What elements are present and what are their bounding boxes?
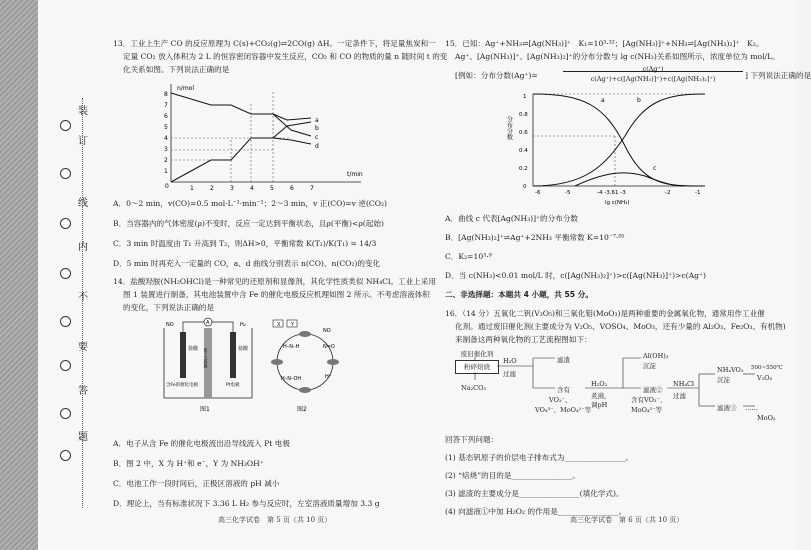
flow-filter1: 过滤 <box>503 370 516 378</box>
figure2-caption: 图2 <box>297 406 307 413</box>
flow-adjph: 调pH <box>591 401 608 409</box>
q16-flowchart <box>455 348 783 428</box>
seal-line <box>60 98 100 508</box>
y-tick: 7 <box>164 102 168 109</box>
y-tick: 6 <box>164 113 168 120</box>
q13-stem-line2: 定量 CO₂ 放入体积为 2 L 的恒容密闭容器中发生反应，CO₂ 和 CO 的物质的量 n 随时间 t 的变 <box>123 52 448 61</box>
no-label: NO <box>166 322 174 328</box>
flow-nh4vo3: NH₄VO₃ <box>717 366 744 374</box>
seal-char: 订 <box>78 136 88 147</box>
q16-sub2[interactable]: (2) “焙烧”的目的是________________。 <box>445 471 580 480</box>
q14-figure2 <box>263 318 353 418</box>
svg-text:H–N–OH: H–N–OH <box>281 376 302 382</box>
q13-option-a[interactable]: A．0～2 min，v(CO)=0.5 mol·L⁻¹·min⁻¹；2～3 min，v 正(CO)=v 逆(CO₂) <box>113 199 387 208</box>
flow-filtrate3: 滤液③ <box>717 404 737 412</box>
y-tick: 0.4 <box>519 148 528 154</box>
q15-fraction-numerator: c(Ag⁺) <box>642 65 664 73</box>
seal-char: 内 <box>78 242 88 253</box>
acid-label-left: 盐酸 <box>188 346 199 352</box>
q15-graph <box>505 86 715 206</box>
svg-text:Y: Y <box>291 322 295 328</box>
flow-h2o: H₂O <box>503 357 517 365</box>
x-tick: 1 <box>190 185 194 192</box>
q16-stem-line2: 化剂。通过废旧催化剂(主要成分为 V₂O₅、VOSO₄、MoO₃，还有少量的 Al₂O₃、Fe₂O₃、有机物) <box>455 322 786 331</box>
y-tick: 8 <box>164 91 168 98</box>
q14-stem-line1: 14．盐酸羟胺(NH₂OHCl)是一种常见的还原剂和显像剂，其化学性质类似 NH₄Cl。工业上采用 <box>113 277 436 286</box>
left-page-footer: 高三化学试卷 第 5 页（共 10 页） <box>218 516 332 524</box>
q15-option-b[interactable]: B．[Ag(NH₃)₂]⁺⇌Ag⁺+2NH₃ 平衡常数 K=10⁻⁷·⁰⁵ <box>445 233 625 242</box>
q15-ylabel: 分布分数 <box>505 116 513 140</box>
curve-label: b <box>315 125 319 132</box>
flow-moo4: MoO₄²⁻等 <box>631 406 663 414</box>
q13-origin: 0 <box>165 183 169 190</box>
seal-char: 装 <box>78 106 88 117</box>
flow-dots: …… <box>745 404 758 412</box>
q13-graph <box>161 80 381 192</box>
binding-strip <box>0 0 38 550</box>
q14-option-b[interactable]: B．图 2 中，X 为 H⁺和 e⁻，Y 为 NH₃OH⁺ <box>113 459 264 468</box>
q13-yaxis-label: n/mol <box>177 85 195 92</box>
curve-label: b <box>637 97 641 104</box>
flow-residue1: 滤渣 <box>557 356 570 364</box>
curve-label: c <box>315 134 319 141</box>
q15-option-c[interactable]: C．K₂=10³·⁹ <box>445 252 492 261</box>
binding-hole <box>60 408 71 419</box>
q13-option-c[interactable]: C．3 min 时温度由 T₁ 升高到 T₂，则ΔH>0，平衡常数 K(T₂)/K(T₁) = 14/3 <box>113 239 377 248</box>
svg-text:H–N–H: H–N–H <box>283 344 300 350</box>
binding-hole <box>60 360 71 371</box>
q16-stem-line3: 来制备这两种氧化物的工艺流程图如下： <box>455 335 592 344</box>
q14-stem-line3: 的变化，下列说法正确的是 <box>123 303 215 312</box>
binding-hole <box>60 268 71 279</box>
flow-na2co3: Na₂CO₃ <box>461 384 487 392</box>
y-tick: 4 <box>164 135 168 142</box>
q13-stem-line3: 化关系如图。下列说法正确的是 <box>123 65 230 74</box>
x-tick: -4 -3.61 -3 <box>597 190 626 196</box>
seal-char: 题 <box>78 432 88 443</box>
flow-filtrate2: 滤液② <box>643 386 663 394</box>
section-two-heading: 二、非选择题：本题共 4 小题，共 55 分。 <box>445 290 593 299</box>
q15-fraction-denominator: c(Ag⁺)+c([Ag(NH₃)]⁺)+c([Ag(NH₃)₂]⁺) <box>590 75 716 83</box>
flow-v2o5: V₂O₅ <box>757 374 773 382</box>
flow-ions1: VO₃⁻、 <box>549 396 572 404</box>
x-tick: 5 <box>270 185 274 192</box>
binding-hole <box>60 168 71 179</box>
q15-stem-line2: Ag⁺、[Ag(NH₃)]⁺、[Ag(NH₃)₂]⁺的分布分数与 lg c(NH₃)关系如图所示，浓度单位为 mol/L。 <box>455 52 780 61</box>
q15-option-a[interactable]: A．曲线 c 代表[Ag(NH₃)]⁺的分布分数 <box>445 214 579 223</box>
seal-char: 线 <box>78 198 88 209</box>
y-tick: 1 <box>164 168 168 175</box>
x-tick: 6 <box>290 185 294 192</box>
q15-stem-line1: 15．已知：Ag⁺+NH₃⇌[Ag(NH₃)]⁺ K₁=10³·³²；[Ag(NH₃)]⁺+NH₃⇌[Ag(NH₃)₂]⁺ K₂。 <box>445 39 764 48</box>
y-tick: 5 <box>164 124 168 131</box>
x-tick: -2 <box>665 190 671 196</box>
curve-c <box>575 173 685 186</box>
q13-stem-line1: 13．工业上生产 CO 的反应原理为 C(s)+CO₂(g)⇌2CO(g) ΔH。一定条件下，将足量焦炭和一 <box>113 39 436 48</box>
q15-option-d[interactable]: D．当 c(NH₃)<0.01 mol/L 时，c([Ag(NH₃)₂]⁺)>c([Ag(NH₃)]⁺)>c(Ag⁺) <box>445 271 706 280</box>
curve-label: d <box>315 143 319 150</box>
q13-xaxis-label: t/min <box>347 171 363 178</box>
flow-temp: 500~550℃ <box>751 365 783 371</box>
figure1-caption: 图1 <box>200 406 210 413</box>
q14-option-d[interactable]: D．理论上，当有标准状况下 3.36 L H₂ 参与反应时，左室溶液质量增加 3.3 g <box>113 499 380 508</box>
svg-text:N=O: N=O <box>323 344 335 350</box>
x-tick: -1 <box>695 190 701 196</box>
q16-sub3[interactable]: (3) 滤渣的主要成分是________________(填化学式)。 <box>445 489 624 498</box>
ammeter-label: A <box>206 320 210 326</box>
pt-electrode-label: Pt电极 <box>226 383 240 388</box>
x-tick: 3 <box>230 185 234 192</box>
binding-hole <box>60 316 71 327</box>
y-tick: 0 <box>523 184 527 190</box>
curve-label: a <box>601 97 605 104</box>
x-tick: 4 <box>250 185 254 192</box>
y-tick: 3 <box>164 146 168 153</box>
svg-text:X: X <box>277 322 281 328</box>
curve-b <box>533 94 705 186</box>
flow-contains2: 含有VO₃⁻、 <box>631 396 667 404</box>
binding-hole <box>60 218 71 229</box>
membrane-label: 质子交换膜 <box>203 348 209 368</box>
flow-boil: 煮沸， <box>591 392 611 400</box>
curve-label: c <box>653 165 657 172</box>
binding-hole <box>60 450 71 461</box>
pt-electrode <box>230 332 236 378</box>
x-tick: 7 <box>310 185 314 192</box>
y-tick: 0.6 <box>519 130 528 136</box>
fraction-bar <box>563 71 743 72</box>
flow-nh4cl: NH₄Cl <box>673 380 695 388</box>
flow-aloh3: Al(OH)₃ <box>643 352 669 360</box>
q16-sub4[interactable]: (4) 向滤液①中加 H₂O₂ 的作用是________________。 <box>445 507 627 516</box>
q14-stem-line2: 图 1 装置进行制备，其电池装置中含 Fe 的催化电极反应机理如图 2 所示。不考虑溶液体积 <box>123 290 430 299</box>
flow-h2o2: H₂O₂ <box>591 380 608 388</box>
flow-moo3: MoO₃ <box>757 414 776 422</box>
q16-sub1[interactable]: (1) 基态钒原子的价层电子排布式为________________。 <box>445 453 633 462</box>
q14-figure1 <box>158 318 258 418</box>
acid-label-right: 盐酸 <box>238 346 249 352</box>
h2-label: H₂ <box>240 322 246 328</box>
y-tick: 1 <box>523 94 527 100</box>
y-tick: 2 <box>164 157 168 164</box>
q14-option-a[interactable]: A．电子从含 Fe 的催化电极流出沿导线流入 Pt 电极 <box>113 439 290 448</box>
flow-contains: 含有 <box>557 386 570 394</box>
flow-filter3: 过滤 <box>673 392 686 400</box>
seal-char: 要 <box>78 342 88 353</box>
fe-electrode <box>180 332 186 378</box>
flow-ppt2: 沉淀 <box>717 376 730 384</box>
q14-option-c[interactable]: C．电池工作一段时间后，正极区溶液的 pH 减小 <box>113 479 280 488</box>
q15-stem-tail: ] 下列说法正确的是 <box>745 71 811 80</box>
q15-xlabel: lg c(NH₃) <box>605 200 630 206</box>
q16-stem-line1: 16．（14 分）五氧化二钒(V₂O₅)和三氧化钼(MoO₃)是两种重要的金属氧化物，通常用作工业催 <box>445 309 765 318</box>
q16-answer-prompt: 回答下列问题： <box>445 435 499 444</box>
curve-label: a <box>315 117 319 124</box>
svg-text:NO: NO <box>323 328 331 334</box>
x-tick: -5 <box>565 190 571 196</box>
seal-char: 不 <box>78 292 88 303</box>
y-tick: 0.2 <box>519 166 528 172</box>
curve-a <box>533 94 705 186</box>
x-tick: -6 <box>535 190 541 196</box>
flow-ions2: VO₄³⁻、MoO₄²⁻等 <box>535 406 592 414</box>
q13-option-b[interactable]: B．当容器内的气体密度(ρ)不变时，反应一定达到平衡状态，且ρ(平衡)<ρ(起始) <box>113 219 384 228</box>
svg-text:H⁺: H⁺ <box>325 374 332 380</box>
y-tick: 0.8 <box>519 112 528 118</box>
seal-dashed-line <box>82 98 83 508</box>
flow-ppt: 沉淀 <box>643 362 656 370</box>
x-tick: 2 <box>210 185 214 192</box>
flow-roast-box: 粉碎焙烧 <box>455 360 499 374</box>
fe-electrode-label: 含Fe的催化电极 <box>166 383 199 388</box>
right-page-footer: 高三化学试卷 第 6 页（共 10 页） <box>570 516 684 524</box>
seal-char: 答 <box>78 386 88 397</box>
flow-waste: 废旧催化剂 <box>460 350 494 358</box>
q13-option-d[interactable]: D．5 min 时再充入一定量的 CO，a、d 曲线分别表示 n(CO)、n(CO₂)的变化 <box>113 259 381 268</box>
binding-hole <box>60 120 71 131</box>
q15-stem-line3: [例如：分布分数(Ag⁺)= <box>455 71 538 80</box>
